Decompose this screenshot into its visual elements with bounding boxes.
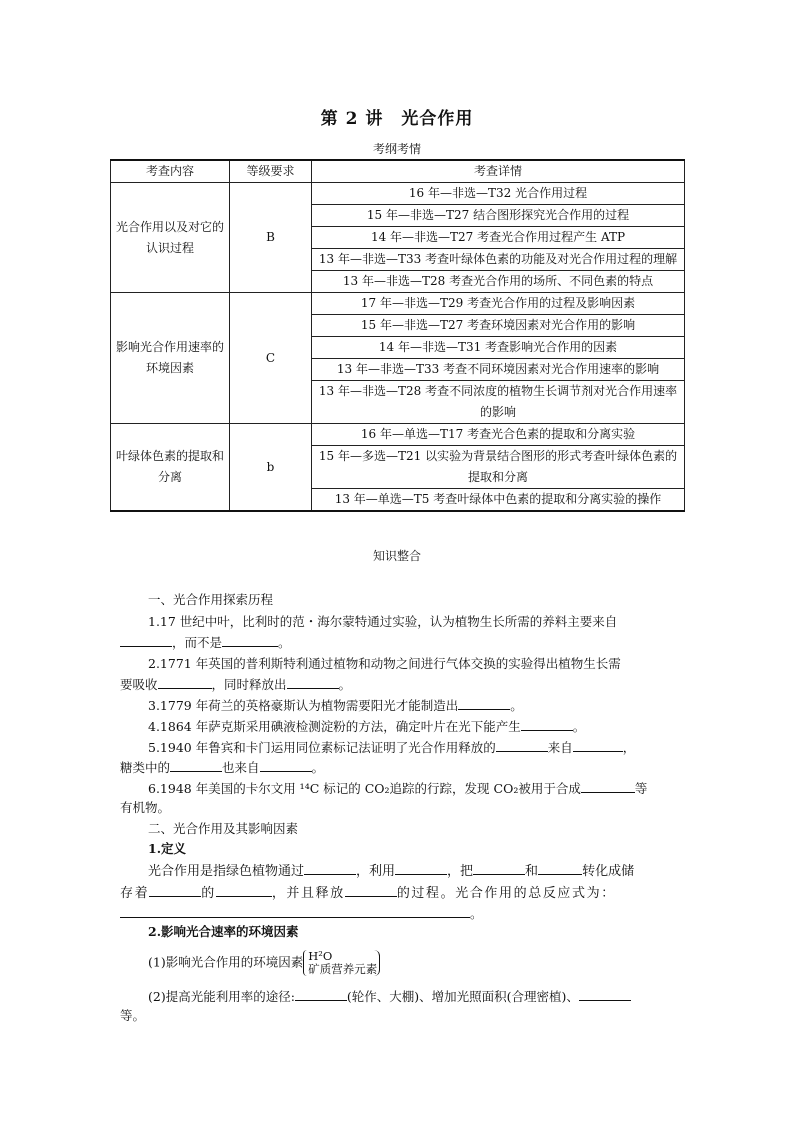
fill-blank[interactable] <box>581 778 635 793</box>
content-cell: 叶绿体色素的提取和分离 <box>111 424 230 512</box>
fill-blank[interactable] <box>158 674 212 689</box>
level-cell: b <box>230 424 312 512</box>
text: 转化成储 <box>582 864 635 879</box>
detail-cell: 13 年—非选—T33 考查叶绿体色素的功能及对光合作用过程的理解 <box>312 249 685 271</box>
text: 和 <box>525 864 539 879</box>
content-cell: 影响光合作用速率的环境因素 <box>111 293 230 424</box>
definition-line-1 <box>148 860 634 882</box>
text: 。 <box>338 677 352 692</box>
text: 光合作用是指绿色植物通过 <box>148 864 305 879</box>
para-4 <box>148 716 585 737</box>
text: 3.1779 年荷兰的英格豪斯认为植物需要阳光才能制造出 <box>148 698 459 713</box>
para-6-line-2: 有机物。 <box>120 800 171 815</box>
detail-cell: 13 年—非选—T28 考查不同浓度的植物生长调节剂对光合作用速率的影响 <box>312 381 685 424</box>
factor-item: H²O <box>308 949 333 963</box>
text: 也来自 <box>222 760 260 775</box>
header-details: 考查详情 <box>312 160 685 183</box>
text: 等 <box>634 781 648 796</box>
fill-blank[interactable] <box>538 860 582 875</box>
detail-cell: 14 年—非选—T31 考查影响光合作用的因素 <box>312 337 685 359</box>
fill-blank[interactable] <box>295 986 347 1001</box>
subheading-env-factors: 2.影响光合速率的环境因素 <box>148 924 299 939</box>
level-cell: C <box>230 293 312 424</box>
factor-list <box>308 950 380 976</box>
text: 。 <box>510 698 523 713</box>
fill-blank[interactable] <box>149 882 201 897</box>
para-1-line-2 <box>120 632 291 653</box>
text: ，把 <box>447 864 474 879</box>
fill-blank[interactable] <box>216 882 272 897</box>
text: ，而不是 <box>172 635 223 650</box>
table-header-row <box>111 160 685 183</box>
text: ， <box>622 740 636 755</box>
env-factors-line <box>148 950 380 976</box>
detail-cell: 15 年—非选—T27 考查环境因素对光合作用的影响 <box>312 315 685 337</box>
header-level: 等级要求 <box>230 160 312 183</box>
fill-blank[interactable] <box>345 882 397 897</box>
page-title: 第 2 讲 光合作用 <box>320 109 474 129</box>
detail-cell: 13 年—非选—T33 考查不同环境因素对光合作用速率的影响 <box>312 359 685 381</box>
fill-blank[interactable] <box>521 716 573 731</box>
text: 。 <box>278 635 291 650</box>
brace-icon <box>303 950 307 976</box>
text: 糖类中的 <box>120 760 171 775</box>
fill-blank[interactable] <box>260 757 312 772</box>
detail-cell: 15 年—非选—T27 结合图形探究光合作用的过程 <box>312 205 685 227</box>
section-heading-history: 一、光合作用探索历程 <box>148 592 274 607</box>
detail-cell: 13 年—非选—T28 考查光合作用的场所、不同色素的特点 <box>312 271 685 293</box>
text: (轮作、大棚)、增加光照面积(合理密植)、 <box>346 989 579 1004</box>
table-row <box>111 424 685 446</box>
text: 存着 <box>120 886 150 901</box>
detail-cell: 16 年—非选—T32 光合作用过程 <box>312 183 685 205</box>
table-row <box>111 183 685 205</box>
fill-blank-equation[interactable] <box>120 903 470 918</box>
fill-blank[interactable] <box>287 674 339 689</box>
text: (2)提高光能利用率的途径: <box>148 989 295 1004</box>
detail-cell: 13 年—单选—T5 考查叶绿体中色素的提取和分离实验的操作 <box>312 489 685 512</box>
content-cell: 光合作用以及对它的认识过程 <box>111 183 230 293</box>
text: 要吸收 <box>120 677 158 692</box>
definition-line-3 <box>120 903 483 924</box>
table-row <box>111 293 685 315</box>
fill-blank[interactable] <box>496 737 548 752</box>
section-heading-factors: 二、光合作用及其影响因素 <box>148 821 299 836</box>
factor-item: 矿质营养元素 <box>308 962 378 976</box>
text: 4.1864 年萨克斯采用碘液检测淀粉的方法，确定叶片在光下能产生 <box>148 719 521 734</box>
para-2-line-2 <box>120 674 351 695</box>
fill-blank[interactable] <box>304 860 356 875</box>
text: (1)影响光合作用的环境因素 <box>148 954 304 970</box>
text: 的过程。光合作用的总反应式为： <box>396 886 616 901</box>
fill-blank[interactable] <box>473 860 525 875</box>
text: 来自 <box>547 740 573 755</box>
text: 的 <box>201 886 216 901</box>
text: 。 <box>311 760 325 775</box>
detail-cell: 15 年—多选—T21 以实验为背景结合图形的形式考查叶绿体色素的提取和分离 <box>312 446 685 489</box>
subheading-definition: 1.定义 <box>148 841 187 856</box>
detail-cell: 17 年—非选—T29 考查光合作用的过程及影响因素 <box>312 293 685 315</box>
text: 。 <box>470 906 483 921</box>
level-cell: B <box>230 183 312 293</box>
text: 6.1948 年美国的卡尔文用 ¹⁴C 标记的 CO₂追踪的行踪，发现 CO₂被用于合成 <box>148 781 581 796</box>
fill-blank[interactable] <box>222 632 278 647</box>
detail-cell: 14 年—非选—T27 考查光合作用过程产生 ATP <box>312 227 685 249</box>
text: 5.1940 年鲁宾和卡门运用同位素标记法证明了光合作用释放的 <box>148 740 496 755</box>
fill-blank[interactable] <box>170 757 222 772</box>
detail-cell: 16 年—单选—T17 考查光合色素的提取和分离实验 <box>312 424 685 446</box>
para-5-line-2 <box>120 757 324 778</box>
table-caption: 考纲考情 <box>372 142 421 156</box>
fill-blank[interactable] <box>120 632 172 647</box>
fill-blank[interactable] <box>579 986 631 1001</box>
fill-blank[interactable] <box>395 860 447 875</box>
text: ，并且释放 <box>271 886 345 901</box>
para-6-line-1 <box>148 778 647 799</box>
section-label: 知识整合 <box>372 549 421 563</box>
definition-line-2 <box>120 882 616 904</box>
fill-blank[interactable] <box>573 737 623 752</box>
text: ，同时释放出 <box>211 677 287 692</box>
exam-outline-table <box>110 159 685 512</box>
para-5-line-1 <box>148 737 635 758</box>
fill-blank[interactable] <box>458 695 510 710</box>
para-2-line-1: 2.1771 年英国的普利斯特利通过植物和动物之间进行气体交换的实验得出植物生长需 <box>148 656 621 671</box>
light-efficiency-line-1 <box>148 986 631 1007</box>
light-efficiency-line-2: 等。 <box>120 1008 146 1023</box>
text: 。 <box>572 719 586 734</box>
header-content: 考查内容 <box>111 160 230 183</box>
text: ，利用 <box>356 864 396 879</box>
para-3 <box>148 695 523 716</box>
para-1-line-1: 1.17 世纪中叶，比利时的范・海尔蒙特通过实验，认为植物生长所需的养料主要来自 <box>148 614 618 629</box>
